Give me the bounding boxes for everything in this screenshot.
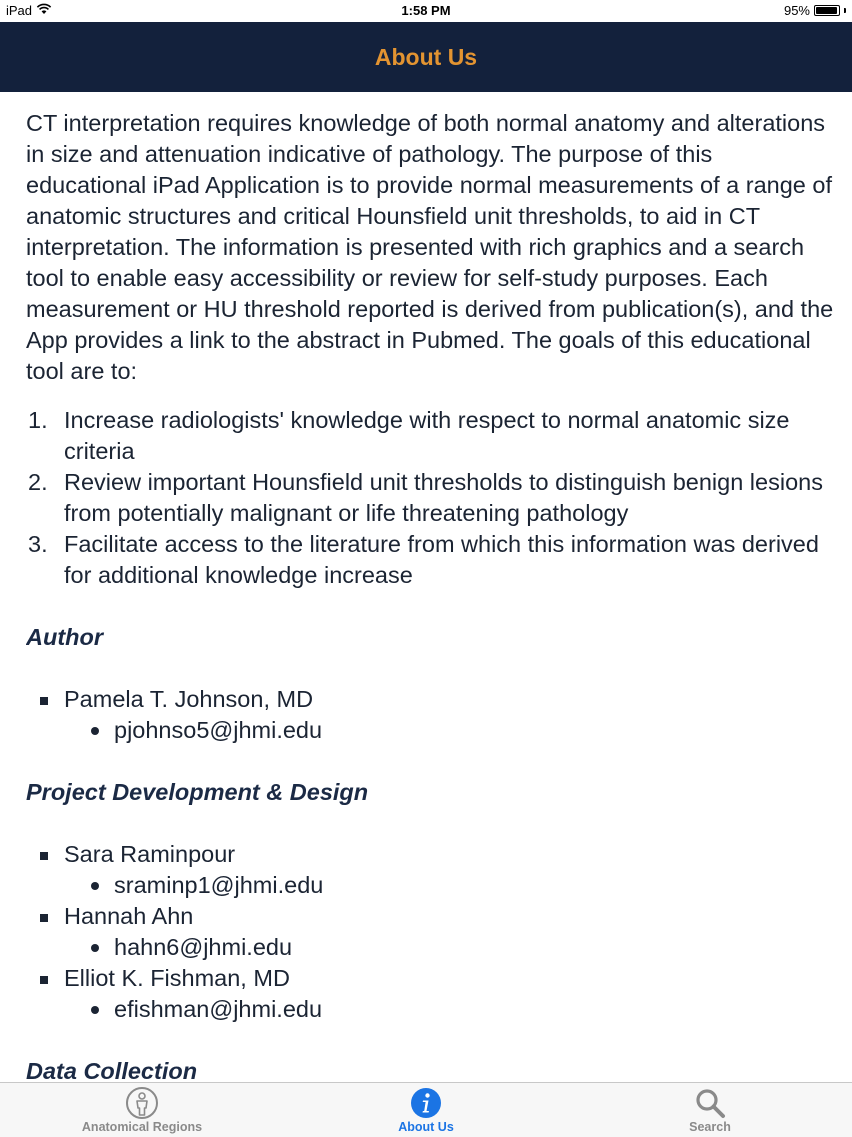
goals-list xyxy=(26,405,836,591)
goal-text: Facilitate access to the literature from which this information was derived for additional knowledge increase xyxy=(64,531,819,588)
person-item xyxy=(26,684,836,746)
goal-item xyxy=(26,467,836,529)
person-item xyxy=(26,963,836,1025)
email-list xyxy=(64,715,836,746)
status-right xyxy=(784,3,846,18)
round-bullet xyxy=(91,882,99,890)
goal-item xyxy=(26,405,836,467)
square-bullet xyxy=(40,976,48,984)
tab-label: Anatomical Regions xyxy=(81,1120,203,1134)
email-list xyxy=(64,932,836,963)
battery-percent: 95% xyxy=(783,3,810,18)
email-item xyxy=(64,932,836,963)
info-icon xyxy=(410,1087,442,1119)
square-bullet xyxy=(40,852,48,860)
goal-number: 3. xyxy=(28,531,48,557)
battery-icon xyxy=(814,5,840,16)
goal-item xyxy=(26,529,836,591)
email-text: pjohnso5@jhmi.edu xyxy=(114,717,323,743)
person-name: Hannah Ahn xyxy=(64,903,194,929)
person-name: Sara Raminpour xyxy=(64,841,236,867)
person-name: Elliot K. Fishman, MD xyxy=(64,965,290,991)
person-name: Pamela T. Johnson, MD xyxy=(64,686,314,712)
tab-label: About Us xyxy=(398,1120,454,1134)
goal-number: 1. xyxy=(28,407,48,433)
email-text: sraminp1@jhmi.edu xyxy=(114,872,324,898)
page-title: About Us xyxy=(374,43,478,70)
search-icon xyxy=(694,1087,726,1119)
email-item xyxy=(64,870,836,901)
goal-number: 2. xyxy=(28,469,48,495)
author-heading: Author xyxy=(26,624,104,650)
goal-text: Increase radiologists' knowledge with respect to normal anatomic size criteria xyxy=(64,407,790,464)
design-heading: Project Development & Design xyxy=(26,779,369,805)
email-list xyxy=(64,870,836,901)
data-collection-heading: Data Collection xyxy=(26,1058,198,1080)
battery-tip xyxy=(844,8,846,13)
person-item xyxy=(26,901,836,963)
email-list xyxy=(64,994,836,1025)
tab-search[interactable] xyxy=(610,1083,810,1137)
square-bullet xyxy=(40,914,48,922)
tab-anatomical-regions[interactable] xyxy=(42,1083,242,1137)
battery-fill xyxy=(816,7,837,14)
goal-text: Review important Hounsfield unit thresholds to distinguish benign lesions from potentially malignant or life threatening pathology xyxy=(64,469,823,526)
designer-list xyxy=(26,839,836,1025)
status-time: 1:58 PM xyxy=(401,3,451,18)
person-item xyxy=(26,839,836,901)
author-list xyxy=(26,684,836,746)
nav-bar xyxy=(0,22,852,92)
intro-paragraph: CT interpretation requires knowledge of both normal anatomy and alterations in size and attenuation indicative of pathology. The purpose of this educational iPad Application is to provide normal measurements of a range of anatomic structures and critical Hounsfield unit thresholds, to aid in CT interpretation. The information is presented with rich graphics and a search tool to enable easy accessibility or review for self-study purposes. Each measurement or HU threshold reported is derived from publication(s), and the App provides a link to the abstract in Pubmed. The goals of this educational tool are to: xyxy=(26,110,834,384)
about-content[interactable] xyxy=(26,108,836,1080)
tab-label: Search xyxy=(689,1120,731,1134)
email-text: efishman@jhmi.edu xyxy=(114,996,323,1022)
email-item xyxy=(64,994,836,1025)
tab-about-us[interactable] xyxy=(326,1083,526,1137)
device-label: iPad xyxy=(6,3,33,18)
email-text: hahn6@jhmi.edu xyxy=(114,934,293,960)
square-bullet xyxy=(40,697,48,705)
round-bullet xyxy=(91,944,99,952)
round-bullet xyxy=(91,727,99,735)
anatomy-icon xyxy=(126,1087,158,1119)
email-item xyxy=(64,715,836,746)
tab-bar xyxy=(0,1082,852,1137)
status-bar xyxy=(0,0,852,22)
round-bullet xyxy=(91,1006,99,1014)
